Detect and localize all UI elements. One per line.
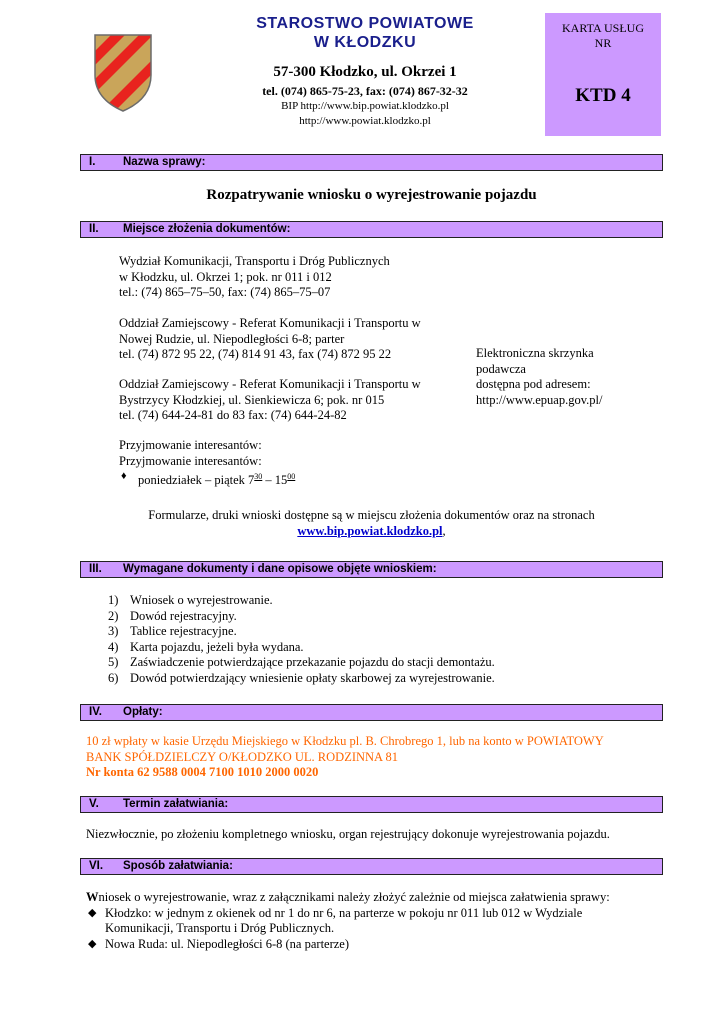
- opening-hours: [119, 438, 469, 489]
- card-label-line1: KARTA USŁUG: [562, 21, 644, 35]
- section-title: Termin załatwiania:: [123, 798, 229, 810]
- procedure-item-klodzko: [86, 906, 666, 937]
- section-title: Miejsce złożenia dokumentów:: [123, 223, 291, 235]
- office-name-line1: STAROSTWO POWIATOWE: [256, 15, 474, 32]
- requirements-list: [108, 593, 668, 686]
- procedure-item-line: Komunikacji, Transportu i Dróg Publicznych.: [105, 921, 335, 935]
- procedure-item-line: Kłodzko: w jednym z okienek od nr 1 do nr 6, na parterze w pokoju nr 011 lub 012 w Wydziale: [105, 905, 583, 920]
- procedure-item-line: Nowa Ruda: ul. Niepodległości 6-8 (na parterze): [105, 936, 350, 951]
- section-number: II.: [89, 223, 99, 235]
- coat-of-arms-crest: [93, 33, 153, 113]
- office-phone: tel. (074) 865-75-23, fax: (074) 867-32-32: [262, 84, 468, 98]
- hours-to-minutes: 00: [287, 472, 296, 481]
- section-title: Sposób załatwiania:: [123, 860, 233, 872]
- hours-label: Przyjmowanie interesantów:: [119, 453, 262, 468]
- section-5-header: [80, 796, 663, 813]
- section-3-header: [80, 561, 663, 578]
- diamond-bullet-icon: ◆: [88, 906, 97, 919]
- fees-account-number: Nr konta 62 9588 0004 7100 1010 2000 0020: [86, 765, 319, 779]
- office-name-line2: W KŁODZKU: [313, 34, 417, 51]
- item-text: Wniosek o wyrejestrowanie.: [130, 593, 273, 607]
- section-number: V.: [89, 798, 99, 810]
- office-bip-url: BIP http://www.bip.powiat.klodzko.pl: [281, 100, 449, 112]
- procedure-info: [86, 890, 666, 952]
- office3-line: Oddział Zamiejscowy - Referat Komunikacji i Transportu w: [119, 377, 421, 391]
- office1-line: Wydział Komunikacji, Transportu i Dróg Publicznych: [119, 254, 390, 268]
- office-address: 57-300 Kłodzko, ul. Okrzei 1: [273, 64, 457, 80]
- forms-note: [80, 508, 663, 539]
- item-number: 1): [108, 593, 119, 607]
- section-6-header: [80, 858, 663, 875]
- list-item: [108, 671, 668, 687]
- section-title: Wymagane dokumenty i dane opisowe objęte wnioskiem:: [123, 563, 437, 575]
- procedure-intro-text: niosek o wyrejestrowanie, wraz z załącznikami należy złożyć zależnie od miejsca załatwienia sprawy:: [98, 890, 610, 904]
- bip-link[interactable]: www.bip.powiat.klodzko.pl: [297, 523, 443, 538]
- epuap-line: podawcza: [476, 361, 526, 376]
- section-1-header: [80, 154, 663, 171]
- list-item: [108, 593, 668, 609]
- office-website: http://www.powiat.klodzko.pl: [299, 115, 431, 127]
- epuap-info: [476, 346, 656, 408]
- office1-line: w Kłodzku, ul. Okrzei 1; pok. nr 011 i 012: [119, 269, 332, 284]
- fees-info: [86, 734, 666, 781]
- service-card-label: [545, 21, 661, 51]
- procedure-item-nowa-ruda: [86, 937, 666, 953]
- item-text: Tablice rejestracyjne.: [130, 624, 237, 638]
- office3-line: tel. (74) 644-24-81 do 83 fax: (74) 644-24-82: [119, 408, 347, 422]
- hours-days: poniedziałek – piątek 7: [138, 473, 255, 487]
- office3-line: Bystrzycy Kłodzkiej, ul. Sienkiewicza 6; pok. nr 015: [119, 392, 385, 407]
- office-name: [205, 14, 525, 52]
- section-number: I.: [89, 156, 96, 168]
- section-title: Nazwa sprawy:: [123, 156, 206, 168]
- card-label-line2: NR: [594, 36, 612, 50]
- section-number: III.: [89, 563, 102, 575]
- office2-line: tel. (74) 872 95 22, (74) 814 91 43, fax (74) 872 95 22: [119, 347, 392, 361]
- list-item: [108, 609, 668, 625]
- fees-line: BANK SPÓŁDZIELCZY O/KŁODZKO UL. RODZINNA 81: [86, 749, 399, 764]
- office-nowa-ruda-info: [119, 316, 469, 363]
- deadline-text: Niezwłocznie, po złożeniu kompletnego wniosku, organ rejestrujący dokonuje wyrejestrowania pojazdu.: [86, 827, 610, 841]
- item-text: Dowód rejestracyjny.: [130, 608, 237, 623]
- forms-link-suffix: ,: [442, 523, 446, 538]
- section-number: VI.: [89, 860, 104, 872]
- epuap-line: dostępna pod adresem:: [476, 377, 591, 391]
- service-card-code: KTD 4: [575, 85, 631, 106]
- item-text: Karta pojazdu, jeżeli była wydana.: [130, 639, 304, 654]
- case-title: Rozpatrywanie wniosku o wyrejestrowanie pojazdu: [206, 187, 537, 203]
- office1-line: tel.: (74) 865–75–50, fax: (74) 865–75–07: [119, 285, 331, 299]
- office-bystrzyca-info: [119, 377, 469, 424]
- forms-note-text: Formularze, druki wnioski dostępne są w miejscu złożenia dokumentów oraz na stronach: [148, 508, 595, 522]
- forms-link-line: [80, 524, 663, 540]
- service-card-box: [545, 13, 661, 136]
- diamond-bullet-icon: ♦: [121, 470, 127, 482]
- item-number: 2): [108, 608, 119, 623]
- diamond-bullet-icon: ◆: [88, 937, 97, 950]
- office2-line: Nowej Rudzie, ul. Niepodległości 6-8; parter: [119, 331, 345, 346]
- hours-dash: – 15: [262, 473, 288, 487]
- item-number: 6): [108, 670, 119, 685]
- item-text: Zaświadczenie potwierdzające przekazanie pojazdu do stacji demontażu.: [130, 655, 495, 669]
- list-item: [108, 655, 668, 671]
- item-number: 5): [108, 655, 119, 669]
- section-2-header: [80, 221, 663, 238]
- fees-line: 10 zł wpłaty w kasie Urzędu Miejskiego w Kłodzku pl. B. Chrobrego 1, lub na konto w POWIATOWY: [86, 734, 604, 748]
- office2-line: Oddział Zamiejscowy - Referat Komunikacji i Transportu w: [119, 316, 421, 330]
- list-item: [108, 640, 668, 656]
- section-4-header: [80, 704, 663, 721]
- item-text: Dowód potwierdzający wniesienie opłaty skarbowej za wyrejestrowanie.: [130, 670, 495, 685]
- hours-label: Przyjmowanie interesantów:: [119, 438, 262, 452]
- office-main-info: [119, 254, 479, 301]
- item-number: 4): [108, 639, 119, 654]
- procedure-intro-initial: W: [86, 890, 99, 904]
- section-title: Opłaty:: [123, 706, 163, 718]
- epuap-line: Elektroniczna skrzynka: [476, 346, 594, 360]
- procedure-intro: [86, 890, 666, 906]
- list-item: [108, 624, 668, 640]
- epuap-url[interactable]: http://www.epuap.gov.pl/: [476, 392, 603, 407]
- hours-row: [119, 469, 469, 489]
- section-number: IV.: [89, 706, 103, 718]
- hours-from-minutes: 30: [254, 472, 263, 481]
- item-number: 3): [108, 624, 119, 638]
